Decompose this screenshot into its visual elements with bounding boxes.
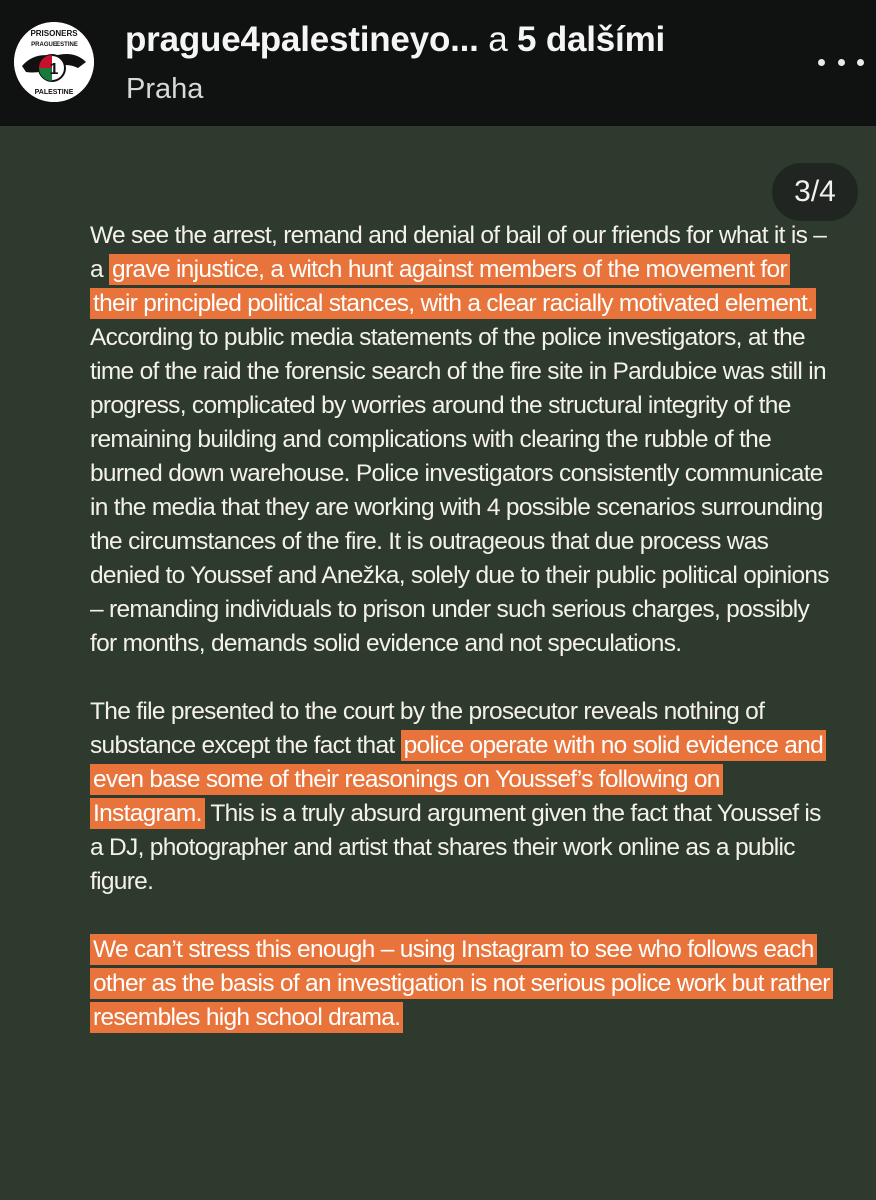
more-options-icon[interactable]	[818, 50, 864, 74]
more-dot-1	[818, 59, 825, 66]
avatar-logo-icon	[14, 22, 94, 102]
highlighted-text: grave injustice, a witch hunt against members of the movement for their principled political stances, with a clear racially motivated element.	[90, 254, 816, 319]
collaborators[interactable]	[488, 20, 665, 59]
paragraph-1	[90, 219, 830, 661]
more-dot-3	[857, 59, 864, 66]
collaborators-prefix: a	[488, 20, 518, 59]
body-text-segment: We see the arrest, remand and denial of bail of our friends for what it is – a	[90, 222, 827, 283]
profile-avatar[interactable]	[14, 22, 94, 102]
avatar-text-top: PRISONERS	[30, 29, 78, 38]
highlighted-text: We can’t stress this enough – using Instagram to see who follows each other as the basis of an investigation is not serious police work but rather resembles high school drama.	[90, 934, 833, 1033]
slide-counter: 3/4	[772, 163, 858, 221]
paragraph-3	[90, 933, 830, 1035]
more-dot-2	[838, 59, 845, 66]
avatar-number: 1	[49, 61, 59, 78]
body-text-segment: According to public media statements of the police investigators, at the time of the raid the forensic search of the fire site in Pardubice was still in progress, complicated by worries around the structural integrity of the remaining building and complications with clearing the rubble of the burned down warehouse. Police investigators consistently communicate in the media that they are working with 4 possible scenarios surrounding the circumstances of the fire. It is outrageous that due process was denied to Youssef and Anežka, solely due to their public political opinions – remanding individuals to prison under such serious charges, possibly for months, demands solid evidence and not speculations.	[90, 324, 829, 657]
avatar-text-bottom: PALESTINE	[34, 89, 74, 96]
post-header	[0, 0, 876, 126]
location-label[interactable]: Praha	[126, 73, 204, 105]
highlighted-text: police operate with no solid evidence and even base some of their reasonings on Youssef’s following on Instagram.	[90, 730, 826, 829]
avatar-text-mid2: ESTINE	[56, 42, 78, 48]
body-text-segment: This is a truly absurd argument given the fact that Youssef is a DJ, photographer and artist that shares their work online as a public figure.	[90, 800, 821, 895]
avatar-text-mid: PRAGUE	[31, 42, 57, 48]
author-line[interactable]	[125, 20, 665, 60]
post-image-text	[90, 219, 830, 1069]
author-name[interactable]: prague4palestineyo...	[125, 20, 479, 59]
body-text-segment: The file presented to the court by the prosecutor reveals nothing of substance except the fact that	[90, 698, 765, 759]
collaborators-count: 5 dalšími	[517, 20, 666, 59]
paragraph-2	[90, 695, 830, 899]
